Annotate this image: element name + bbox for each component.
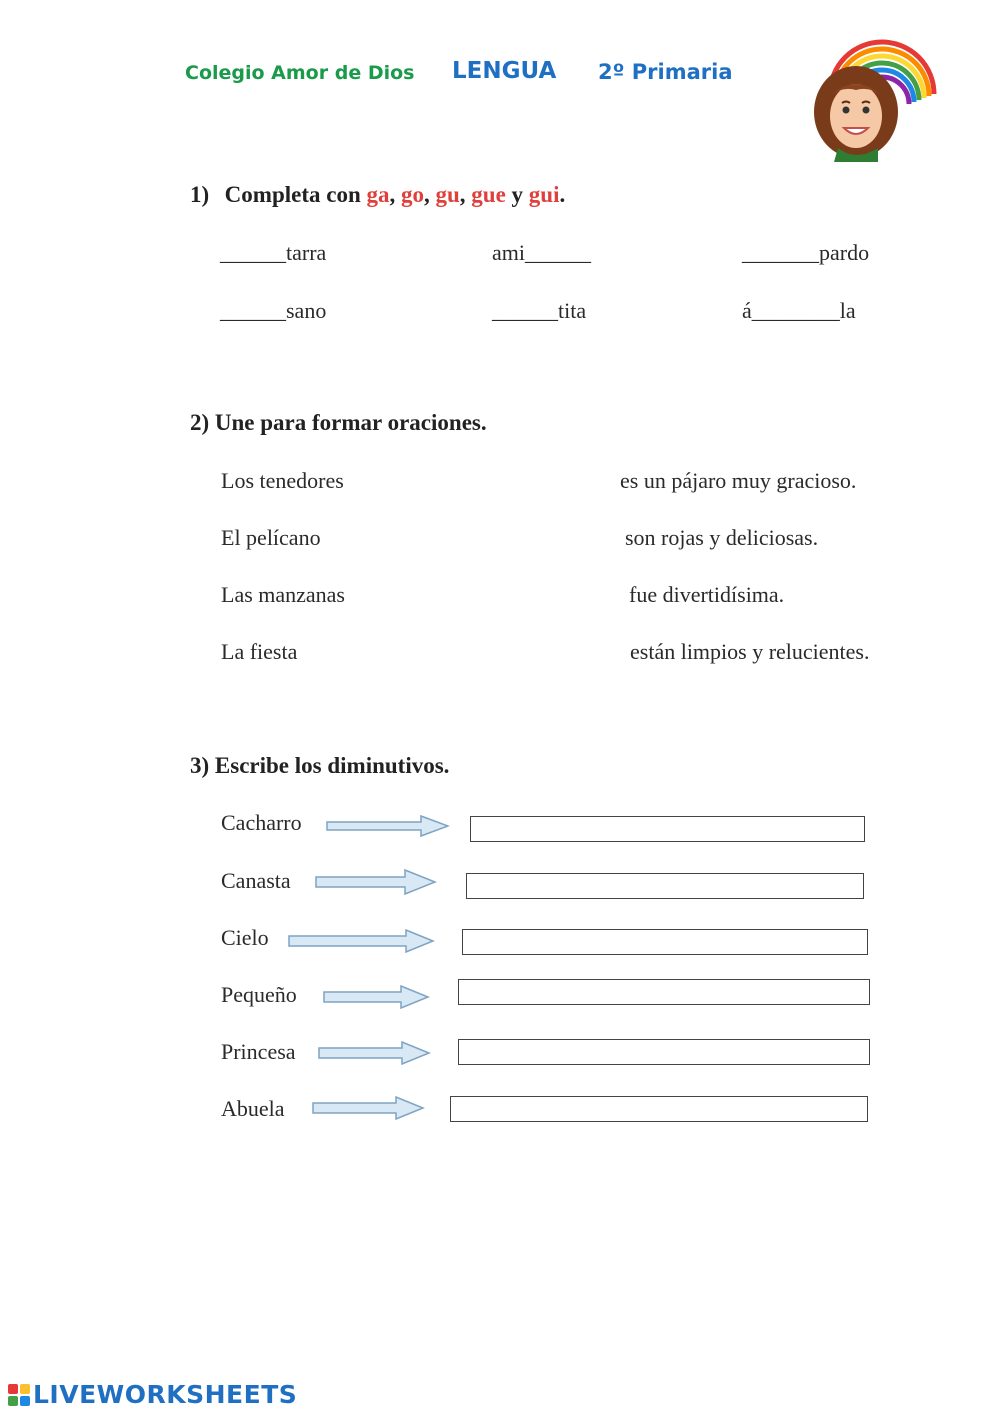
sentence-subject[interactable]: La fiesta: [221, 639, 298, 664]
fill-blank-item[interactable]: ______sano: [220, 298, 327, 323]
arrow-right-icon: [288, 928, 436, 954]
diminutive-answer-box[interactable]: [462, 929, 868, 955]
sentence-predicate[interactable]: son rojas y deliciosas.: [625, 525, 819, 550]
sentence-subject[interactable]: El pelícano: [221, 525, 321, 550]
diminutive-word: Canasta: [221, 868, 291, 893]
section3-heading: 3) Escribe los diminutivos.: [190, 753, 450, 778]
arrow-right-icon: [315, 868, 439, 896]
arrow-right-icon: [323, 984, 431, 1010]
logo-text: LIVEWORKSHEETS: [33, 1380, 298, 1409]
diminutive-word: Cielo: [221, 925, 269, 950]
school-name: Colegio Amor de Dios: [185, 62, 415, 84]
diminutive-word: Cacharro: [221, 810, 302, 835]
logo-grid-icon: [8, 1384, 30, 1406]
diminutive-word: Pequeño: [221, 982, 297, 1007]
fill-blank-item[interactable]: ______tarra: [220, 240, 327, 265]
fill-blank-item[interactable]: _______pardo: [742, 240, 870, 265]
diminutive-answer-box[interactable]: [470, 816, 865, 842]
diminutive-answer-box[interactable]: [458, 979, 870, 1005]
diminutive-answer-box[interactable]: [458, 1039, 870, 1065]
arrow-right-icon: [326, 814, 450, 838]
diminutive-word: Abuela: [221, 1096, 285, 1121]
sentence-predicate[interactable]: están limpios y relucientes.: [630, 639, 870, 664]
fill-blank-item[interactable]: á________la: [742, 298, 856, 323]
diminutive-word: Princesa: [221, 1039, 296, 1064]
sentence-predicate[interactable]: fue divertidísima.: [629, 582, 785, 607]
sentence-subject[interactable]: Las manzanas: [221, 582, 345, 607]
arrow-right-icon: [318, 1040, 432, 1066]
diminutive-answer-box[interactable]: [466, 873, 864, 899]
arrow-right-icon: [312, 1096, 426, 1120]
liveworksheets-logo: [8, 1380, 297, 1409]
subject-title: LENGUA: [452, 58, 557, 84]
section2-heading: 2) Une para formar oraciones.: [190, 410, 487, 435]
section1-heading: 1) Completa con ga, go, gu, gue y gui.: [190, 182, 566, 207]
sentence-predicate[interactable]: es un pájaro muy gracioso.: [620, 468, 857, 493]
fill-blank-item[interactable]: ami______: [492, 240, 591, 265]
teacher-avatar: [808, 36, 940, 162]
grade-label: 2º Primaria: [598, 60, 733, 84]
fill-blank-item[interactable]: ______tita: [492, 298, 587, 323]
sentence-subject[interactable]: Los tenedores: [221, 468, 344, 493]
diminutive-answer-box[interactable]: [450, 1096, 868, 1122]
